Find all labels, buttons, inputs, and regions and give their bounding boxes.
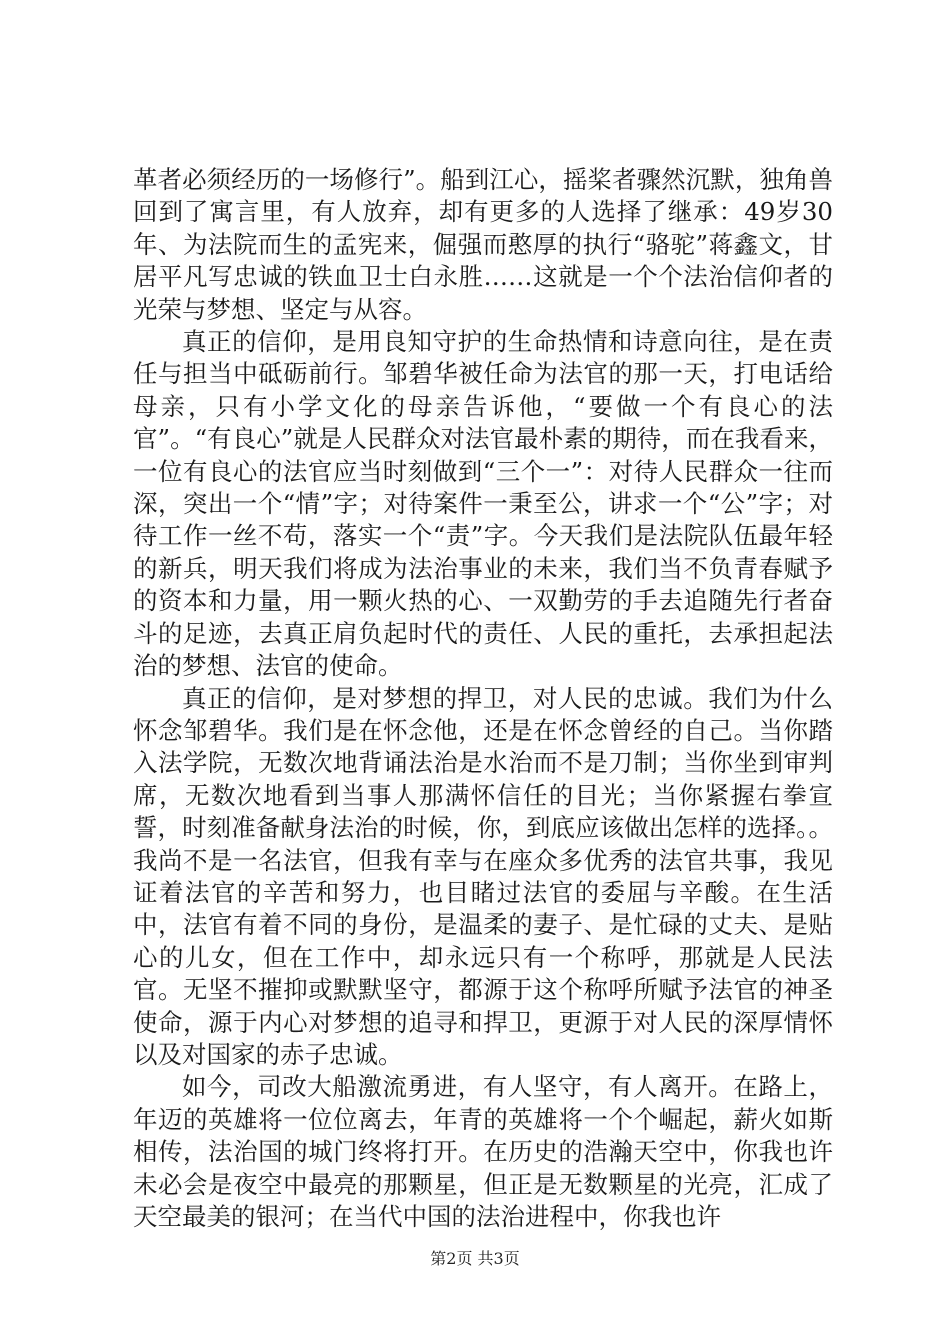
paragraph-4: 如今，司改大船激流勇进，有人坚守，有人离开。在路上，年迈的英雄将一位位离去，年青的英雄将一个个崛起，薪火如斯相传，法治国的城门终将打开。在历史的浩瀚天空中，你我也许未必会是夜空中最亮的那颗星，但正是无数颗星的光亮，汇成了天空最美的银河；在当代中国的法治进程中，你我也许	[133, 1072, 833, 1231]
page-number-label: 第2页 共3页	[430, 1249, 520, 1268]
paragraph-3: 真正的信仰，是对梦想的捍卫，对人民的忠诚。我们为什么怀念邹碧华。我们是在怀念他，还是在怀念曾经的自己。当你踏入法学院，无数次地背诵法治是水治而不是刀制；当你坐到审判席，无数次地看到当事人那满怀信任的目光；当你紧握右拳宣誓，时刻准备献身法治的时候，你，到底应该做出怎样的选择。。我尚不是一名法官，但我有幸与在座众多优秀的法官共事，我见证着法官的辛苦和努力，也目睹过法官的委屈与辛酸。在生活中，法官有着不同的身份，是温柔的妻子、是忙碌的丈夫、是贴心的儿女，但在工作中，却永远只有一个称呼，那就是人民法官。无坚不摧抑或默默坚守，都源于这个称呼所赋予法官的神圣使命，源于内心对梦想的追寻和捍卫，更源于对人民的深厚情怀以及对国家的赤子忠诚。	[133, 683, 833, 1069]
paragraph-1: 革者必须经历的一场修行”。船到江心，摇桨者骤然沉默，独角兽回到了寓言里，有人放弃，却有更多的人选择了继承：49岁30年、为法院而生的孟宪来，倔强而憨厚的执行“骆驼”蒋鑫文，甘居平凡写忠诚的铁血卫士白永胜……这就是一个个法治信仰者的光荣与梦想、坚定与从容。	[133, 165, 833, 324]
paragraph-2: 真正的信仰，是用良知守护的生命热情和诗意向往，是在责任与担当中砥砺前行。邹碧华被任命为法官的那一天，打电话给母亲，只有小学文化的母亲告诉他，“要做一个有良心的法官”。“有良心”就是人民群众对法官最朴素的期待，而在我看来，一位有良心的法官应当时刻做到“三个一”：对待人民群众一往而深，突出一个“情”字；对待案件一秉至公，讲求一个“公”字；对待工作一丝不苟，落实一个“责”字。今天我们是法院队伍最年轻的新兵，明天我们将成为法治事业的未来，我们当不负青春赋予的资本和力量，用一颗火热的心、一双勤劳的手去追随先行者奋斗的足迹，去真正肩负起时代的责任、人民的重托，去承担起法治的梦想、法官的使命。	[133, 327, 833, 681]
body-text	[133, 164, 833, 1233]
page-footer	[0, 1246, 950, 1269]
